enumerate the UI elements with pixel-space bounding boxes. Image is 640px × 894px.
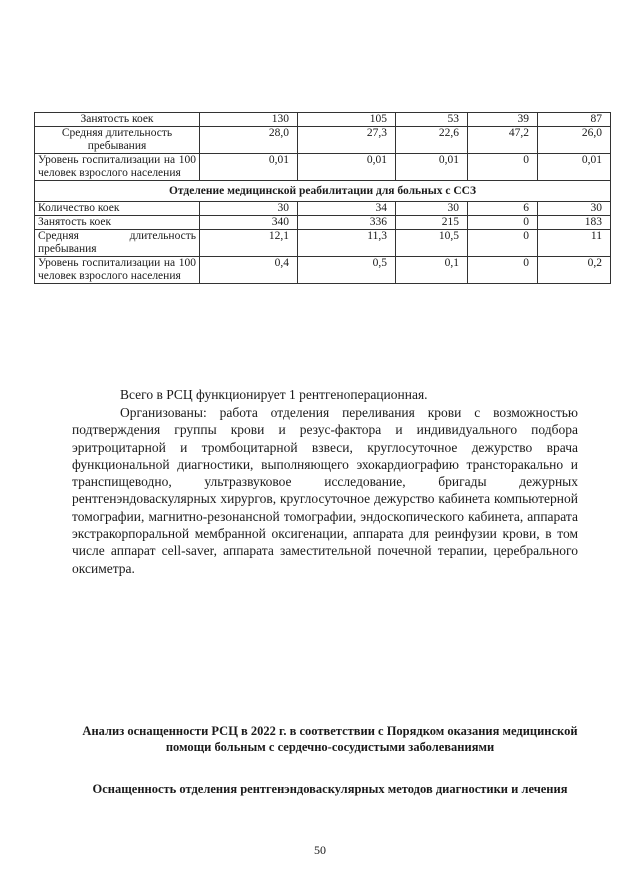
table-cell: 336 [298, 216, 396, 230]
hospital-statistics-table [34, 112, 611, 284]
row-label: Количество коек [35, 202, 200, 216]
table-cell: 130 [200, 113, 298, 127]
row-label: Уровень госпитализации на 100 человек взрослого населения [35, 154, 200, 181]
table-cell: 30 [396, 202, 468, 216]
table-cell: 12,1 [200, 230, 298, 257]
row-label: Средняя длительность пребывания [35, 127, 200, 154]
row-label: Занятость коек [35, 113, 200, 127]
table-cell: 6 [468, 202, 538, 216]
table-row [35, 216, 611, 230]
section-title: Отделение медицинской реабилитации для больных с ССЗ [35, 181, 611, 202]
table-cell: 39 [468, 113, 538, 127]
table-cell: 215 [396, 216, 468, 230]
table-cell: 0,01 [200, 154, 298, 181]
table-cell: 11 [538, 230, 611, 257]
table-cell: 27,3 [298, 127, 396, 154]
table-cell: 0 [468, 154, 538, 181]
organized-services-paragraph: Организованы: работа отделения переливания крови с возможностью подтверждения группы крови и резус-фактора и индивидуального подбора эритроцитарной и тромбоцитарной взвеси, круглосуточное дежурство врача функциональной диагностики, выполняющего эхокардиографию трансторакально и транспищеводно, ультразвуковое исследование, бригады дежурных рентгенэндоваскулярных хирургов, круглосуточное дежурство кабинета компьютерной томографии, магнитно-резонансной томографии, эндоскопического кабинета, аппарата экстракорпоральной мембранной оксигенации, аппарата для реинфузии крови, в том числе аппарат cell-saver, аппарата заместительной почечной терапии, церебрального оксиметра. [72, 405, 578, 576]
table-cell: 0 [468, 230, 538, 257]
table-cell: 26,0 [538, 127, 611, 154]
table-row [35, 257, 611, 284]
table-cell: 0,01 [538, 154, 611, 181]
table-row [35, 113, 611, 127]
table-cell: 0,2 [538, 257, 611, 284]
table-cell: 47,2 [468, 127, 538, 154]
table-cell: 11,3 [298, 230, 396, 257]
table-cell: 30 [200, 202, 298, 216]
table-cell: 0,01 [396, 154, 468, 181]
table-cell: 0,5 [298, 257, 396, 284]
table-row [35, 154, 611, 181]
table-cell: 87 [538, 113, 611, 127]
table-cell: 0,4 [200, 257, 298, 284]
section-header-row [35, 181, 611, 202]
analysis-heading: Анализ оснащенности РСЦ в 2022 г. в соответствии с Порядком оказания медицинской помощи больным с сердечно-сосудистыми заболеваниями [82, 724, 578, 754]
table-row [35, 230, 611, 257]
row-label: Уровень госпитализации на 100 человек взрослого населения [35, 257, 200, 284]
table-cell: 0 [468, 257, 538, 284]
table-cell: 10,5 [396, 230, 468, 257]
table-cell: 22,6 [396, 127, 468, 154]
row-label: Занятость коек [35, 216, 200, 230]
rentgen-operating-room-paragraph: Всего в РСЦ функционирует 1 рентгеноперационная. [120, 387, 428, 402]
table-cell: 183 [538, 216, 611, 230]
table-row [35, 202, 611, 216]
table-cell: 0,1 [396, 257, 468, 284]
table-cell: 0 [468, 216, 538, 230]
table-row [35, 127, 611, 154]
table-cell: 340 [200, 216, 298, 230]
equipment-heading: Оснащенность отделения рентгенэндоваскулярных методов диагностики и лечения [92, 782, 568, 796]
table-cell: 105 [298, 113, 396, 127]
row-label: Средняя длительность пребывания [35, 230, 200, 257]
table-cell: 34 [298, 202, 396, 216]
table-cell: 28,0 [200, 127, 298, 154]
page-number: 50 [314, 843, 326, 857]
table-cell: 30 [538, 202, 611, 216]
table-cell: 53 [396, 113, 468, 127]
table-cell: 0,01 [298, 154, 396, 181]
